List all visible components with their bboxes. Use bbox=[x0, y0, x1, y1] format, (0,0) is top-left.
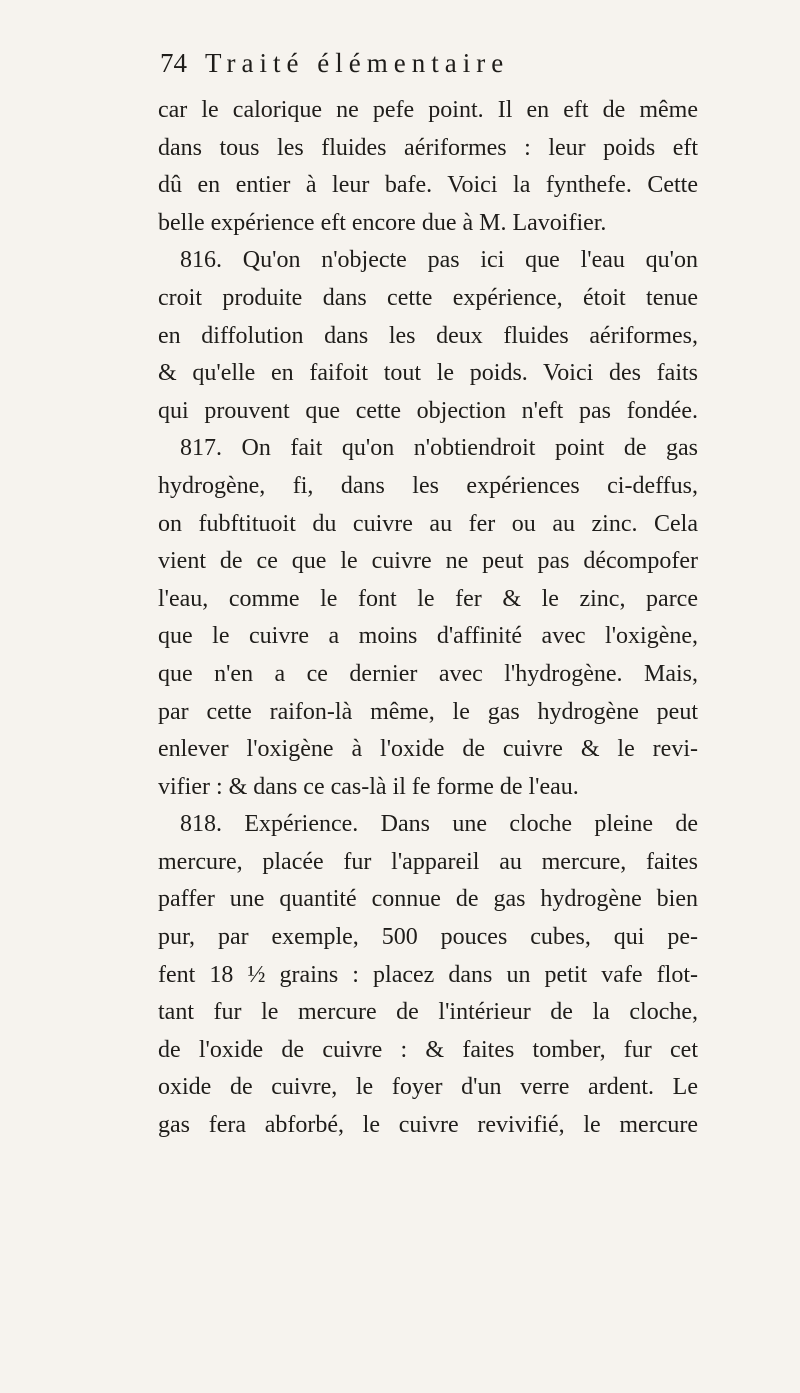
text-line: mercure, placée fur l'appareil au mercure, faites bbox=[158, 848, 698, 875]
text-line: hydrogène, fi, dans les expériences ci-deffus, bbox=[158, 472, 698, 499]
text-line: oxide de cuivre, le foyer d'un verre ardent. Le bbox=[158, 1074, 698, 1101]
text-line: dû en entier à leur bafe. Voici la fynthefe. Cette bbox=[158, 172, 698, 199]
text-line: vifier : & dans ce cas-là il fe forme de l'eau. bbox=[158, 773, 579, 800]
text-line: par cette raifon-là même, le gas hydrogène peut bbox=[158, 698, 698, 725]
text-line: & qu'elle en faifoit tout le poids. Voici des faits bbox=[158, 360, 698, 387]
text-line: que le cuivre a moins d'affinité avec l'oxigène, bbox=[158, 623, 698, 650]
page-header bbox=[130, 46, 690, 86]
text-line: belle expérience eft encore due à M. Lavoifier. bbox=[158, 209, 607, 236]
text-line: dans tous les fluides aériformes : leur poids eft bbox=[158, 134, 698, 161]
text-line: 817. On fait qu'on n'obtiendroit point de gas bbox=[180, 435, 698, 462]
text-line: tant fur le mercure de l'intérieur de la cloche, bbox=[158, 999, 698, 1026]
text-line: gas fera abforbé, le cuivre revivifié, le mercure bbox=[158, 1112, 698, 1139]
text-line: de l'oxide de cuivre : & faites tomber, fur cet bbox=[158, 1036, 698, 1063]
text-line: croit produite dans cette expérience, étoit tenue bbox=[158, 284, 698, 311]
text-line: vient de ce que le cuivre ne peut pas décompofer bbox=[158, 548, 698, 575]
text-line: on fubftituoit du cuivre au fer ou au zinc. Cela bbox=[158, 510, 698, 537]
text-line: en diffolution dans les deux fluides aériformes, bbox=[158, 322, 698, 349]
text-line: car le calorique ne pefe point. Il en eft de même bbox=[158, 97, 698, 123]
text-line: pur, par exemple, 500 pouces cubes, qui pe- bbox=[158, 924, 698, 951]
page-number: 74 bbox=[160, 48, 187, 78]
text-line: paffer une quantité connue de gas hydrogène bien bbox=[158, 886, 698, 913]
text-line: enlever l'oxigène à l'oxide de cuivre & le revi- bbox=[158, 736, 698, 763]
text-line: 816. Qu'on n'objecte pas ici que l'eau qu'on bbox=[180, 247, 698, 274]
text-line: l'eau, comme le font le fer & le zinc, parce bbox=[158, 585, 698, 612]
running-title: Traité élémentaire bbox=[205, 48, 510, 78]
body-text bbox=[158, 92, 698, 1145]
text-line: 818. Expérience. Dans une cloche pleine de bbox=[180, 811, 698, 838]
text-line: que n'en a ce dernier avec l'hydrogène. Mais, bbox=[158, 660, 698, 687]
text-line: qui prouvent que cette objection n'eft pas fondée. bbox=[158, 397, 698, 424]
text-line: fent 18 ½ grains : placez dans un petit vafe flot- bbox=[158, 961, 698, 988]
